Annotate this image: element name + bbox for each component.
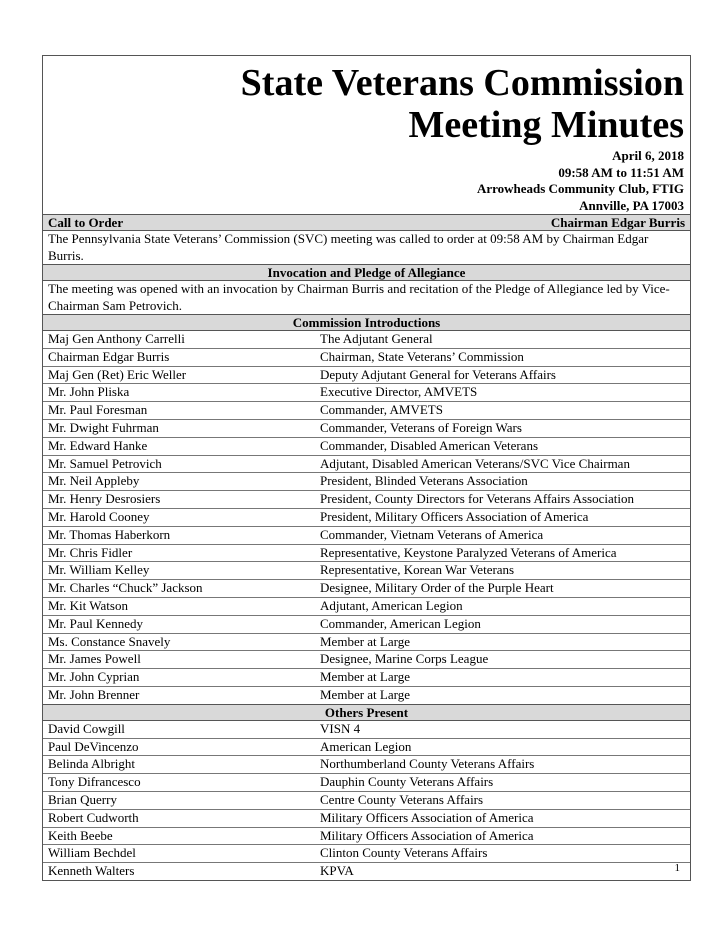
table-row bbox=[43, 792, 690, 810]
attendee-role: Member at Large bbox=[320, 686, 410, 702]
table-row bbox=[43, 509, 690, 527]
table-row bbox=[43, 527, 690, 545]
attendee-role: Representative, Korean War Veterans bbox=[320, 562, 515, 578]
attendee-name: Mr. John Pliska bbox=[48, 384, 130, 400]
attendee-role: Dauphin County Veterans Affairs bbox=[320, 774, 494, 790]
call-to-order-header bbox=[43, 214, 690, 231]
attendee-role: VISN 4 bbox=[320, 720, 361, 736]
attendee-name: Chairman Edgar Burris bbox=[48, 348, 170, 364]
meeting-city: Annville, PA 17003 bbox=[579, 197, 684, 213]
attendee-role: Adjutant, Disabled American Veterans/SVC Vice Chairman bbox=[320, 455, 630, 471]
attendee-name: Mr. John Cyprian bbox=[48, 669, 140, 685]
table-row bbox=[43, 598, 690, 616]
attendee-name: Keith Beebe bbox=[48, 827, 113, 843]
attendee-name: Mr. Charles “Chuck” Jackson bbox=[48, 580, 203, 596]
table-row bbox=[43, 384, 690, 402]
attendee-name: Mr. William Kelley bbox=[48, 562, 150, 578]
attendee-name: Mr. Neil Appleby bbox=[48, 473, 140, 489]
attendee-role: President, County Directors for Veterans Affairs Association bbox=[320, 491, 634, 507]
call-to-order-presider: Chairman Edgar Burris bbox=[550, 215, 685, 231]
attendee-role: Representative, Keystone Paralyzed Veterans of America bbox=[320, 544, 617, 560]
attendee-name: William Bechdel bbox=[48, 845, 136, 861]
attendee-role: President, Blinded Veterans Association bbox=[320, 473, 528, 489]
others-present-header: Others Present bbox=[43, 704, 690, 721]
attendee-role: Deputy Adjutant General for Veterans Affairs bbox=[320, 366, 556, 382]
attendee-name: Mr. Henry Desrosiers bbox=[48, 491, 161, 507]
table-row bbox=[43, 810, 690, 828]
attendee-role: KPVA bbox=[320, 863, 354, 879]
table-row bbox=[43, 331, 690, 349]
table-row bbox=[43, 739, 690, 757]
attendee-name: Mr. Thomas Haberkorn bbox=[48, 526, 171, 542]
attendee-name: Mr. John Brenner bbox=[48, 686, 140, 702]
attendee-role: Northumberland County Veterans Affairs bbox=[320, 756, 535, 772]
attendee-name: Mr. Samuel Petrovich bbox=[48, 455, 162, 471]
introductions-header: Commission Introductions bbox=[43, 314, 690, 331]
attendee-role: President, Military Officers Association of America bbox=[320, 508, 589, 524]
table-row bbox=[43, 687, 690, 704]
table-row bbox=[43, 669, 690, 687]
table-row bbox=[43, 349, 690, 367]
others-present-table bbox=[43, 721, 690, 880]
meeting-date: April 6, 2018 bbox=[612, 148, 684, 163]
attendee-name: David Cowgill bbox=[48, 720, 125, 736]
table-row bbox=[43, 863, 690, 880]
attendee-role: American Legion bbox=[320, 738, 412, 754]
table-row bbox=[43, 367, 690, 385]
table-row bbox=[43, 616, 690, 634]
attendee-role: Clinton County Veterans Affairs bbox=[320, 845, 488, 861]
table-row bbox=[43, 473, 690, 491]
attendee-role: Adjutant, American Legion bbox=[320, 597, 463, 613]
table-row bbox=[43, 402, 690, 420]
document-title-line2: Meeting Minutes bbox=[408, 104, 684, 146]
attendee-name: Mr. Harold Cooney bbox=[48, 508, 150, 524]
table-row bbox=[43, 420, 690, 438]
table-row bbox=[43, 651, 690, 669]
table-row bbox=[43, 634, 690, 652]
call-to-order-label: Call to Order bbox=[48, 215, 124, 231]
attendee-role: Commander, Disabled American Veterans bbox=[320, 437, 539, 453]
attendee-role: Designee, Military Order of the Purple Heart bbox=[320, 580, 554, 596]
table-row bbox=[43, 438, 690, 456]
table-row bbox=[43, 828, 690, 846]
invocation-text: The meeting was opened with an invocation by Chairman Burris and recitation of the Pledge of Allegiance led by Vice-Chairman Sam Petrovich. bbox=[48, 281, 670, 313]
attendee-name: Belinda Albright bbox=[48, 756, 136, 772]
attendee-role: Commander, American Legion bbox=[320, 615, 481, 631]
table-row bbox=[43, 456, 690, 474]
invocation-header: Invocation and Pledge of Allegiance bbox=[43, 264, 690, 281]
attendee-role: Commander, Vietnam Veterans of America bbox=[320, 526, 544, 542]
call-to-order-text: The Pennsylvania State Veterans’ Commission (SVC) meeting was called to order at 09:58 AM by Chairman Edgar Burris. bbox=[48, 231, 649, 263]
attendee-name: Mr. Dwight Fuhrman bbox=[48, 419, 159, 435]
table-row bbox=[43, 562, 690, 580]
attendee-name: Mr. Kit Watson bbox=[48, 597, 128, 613]
attendee-name: Robert Cudworth bbox=[48, 809, 139, 825]
page-number: 1 bbox=[674, 862, 680, 874]
attendee-role: Designee, Marine Corps League bbox=[320, 651, 489, 667]
table-row bbox=[43, 756, 690, 774]
introductions-table bbox=[43, 331, 690, 704]
attendee-role: Member at Large bbox=[320, 669, 410, 685]
attendee-role: Commander, Veterans of Foreign Wars bbox=[320, 419, 522, 435]
attendee-role: Military Officers Association of America bbox=[320, 827, 534, 843]
attendee-name: Mr. Edward Hanke bbox=[48, 437, 148, 453]
attendee-role: Centre County Veterans Affairs bbox=[320, 791, 484, 807]
attendee-name: Tony Difrancesco bbox=[48, 774, 141, 790]
attendee-name: Maj Gen Anthony Carrelli bbox=[48, 331, 185, 346]
table-row bbox=[43, 721, 690, 739]
attendee-role: Military Officers Association of America bbox=[320, 809, 534, 825]
attendee-role: Commander, AMVETS bbox=[320, 402, 443, 418]
attendee-name: Ms. Constance Snavely bbox=[48, 633, 171, 649]
minutes-document bbox=[42, 55, 691, 881]
attendee-name: Mr. James Powell bbox=[48, 651, 141, 667]
attendee-name: Paul DeVincenzo bbox=[48, 738, 139, 754]
attendee-name: Kenneth Walters bbox=[48, 863, 135, 879]
table-row bbox=[43, 545, 690, 563]
table-row bbox=[43, 491, 690, 509]
attendee-role: Chairman, State Veterans’ Commission bbox=[320, 348, 524, 364]
attendee-name: Mr. Paul Foresman bbox=[48, 402, 148, 418]
attendee-role: Member at Large bbox=[320, 633, 410, 649]
attendee-name: Brian Querry bbox=[48, 791, 117, 807]
attendee-name: Mr. Paul Kennedy bbox=[48, 615, 143, 631]
attendee-name: Maj Gen (Ret) Eric Weller bbox=[48, 366, 187, 382]
table-row bbox=[43, 580, 690, 598]
attendee-role: Executive Director, AMVETS bbox=[320, 384, 478, 400]
document-title-line1: State Veterans Commission bbox=[240, 62, 684, 104]
meeting-time: 09:58 AM to 11:51 AM bbox=[558, 164, 684, 180]
attendee-name: Mr. Chris Fidler bbox=[48, 544, 133, 560]
attendee-role: The Adjutant General bbox=[320, 331, 433, 346]
table-row bbox=[43, 845, 690, 863]
document-header bbox=[43, 56, 690, 214]
meeting-location: Arrowheads Community Club, FTIG bbox=[476, 181, 684, 197]
table-row bbox=[43, 774, 690, 792]
